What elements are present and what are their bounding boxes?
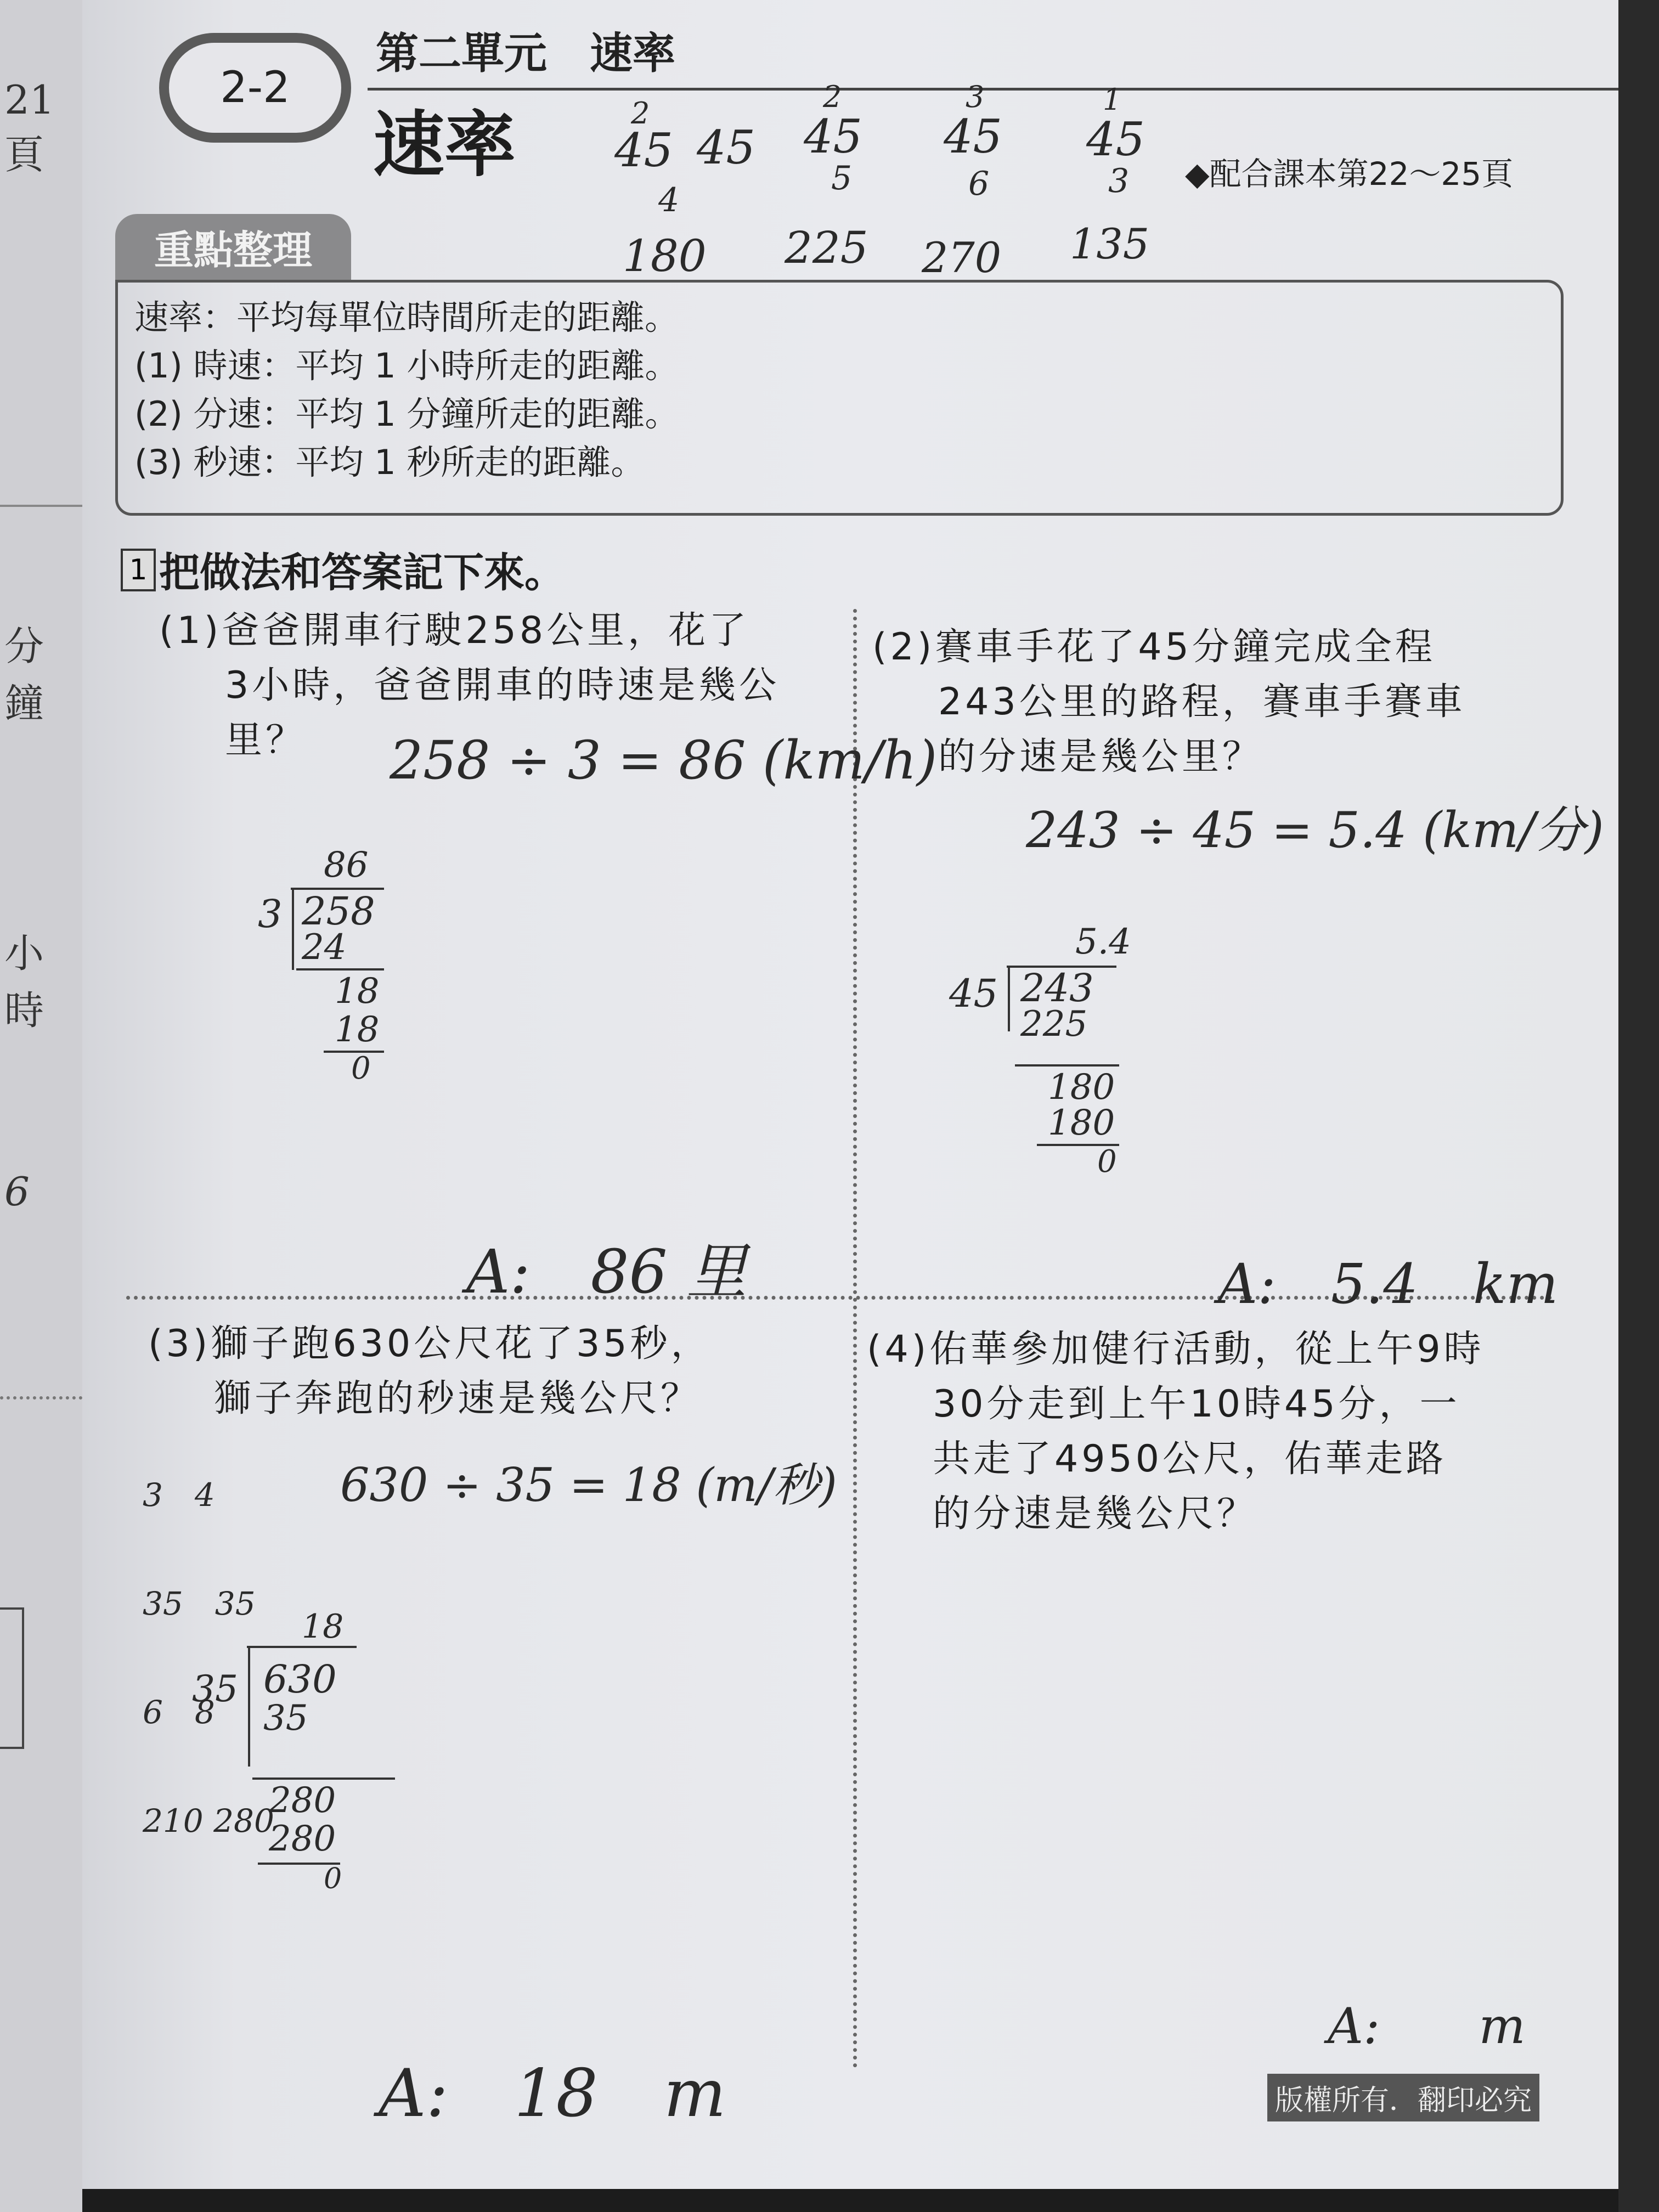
exercise-title: 把做法和答案記下來。 — [159, 549, 565, 596]
division-line — [1015, 1064, 1119, 1066]
division-bracket — [292, 888, 294, 970]
question-line: (2)賽車手花了45分鐘完成全程 — [872, 625, 1436, 669]
handwritten-number: 5 — [831, 159, 853, 198]
handwritten-carry: 1 — [1103, 82, 1122, 117]
division-remainder: 0 — [351, 1051, 371, 1086]
division-divisor: 35 — [192, 1668, 238, 1710]
handwritten-carry: 2 — [631, 96, 650, 131]
handwritten-answer: A: m — [1328, 1997, 1526, 2055]
header-rule — [368, 88, 1618, 91]
key-points-tab: 重點整理 — [115, 214, 351, 280]
exercise-number: 1 — [121, 549, 156, 591]
scratch-line: 210 280 — [143, 1802, 274, 1839]
handwritten-product: 135 — [1070, 219, 1150, 268]
division-quotient: 18 — [302, 1607, 344, 1646]
handwritten-number: 3 — [1108, 162, 1130, 200]
question-line: (1)爸爸開車行駛258公里，花了 — [159, 609, 750, 652]
key-point-line: (3) 秒速：平均 1 秒所走的距離。 — [134, 442, 645, 482]
handwritten-equation: 630 ÷ 35 = 18 (m/秒) — [340, 1458, 837, 1512]
left-page-edge — [0, 0, 82, 2212]
division-bar — [247, 1646, 357, 1648]
handwritten-answer: A: 18 m — [379, 2056, 726, 2132]
handwritten-number: 45 — [804, 110, 862, 163]
handwritten-number: 45 — [697, 121, 755, 174]
left-page-dotted-line — [0, 1396, 82, 1400]
left-page-fragment: 小時 — [4, 930, 44, 1034]
scratch-line: 35 35 — [143, 1585, 256, 1622]
division-divisor: 3 — [258, 891, 283, 936]
division-step: 180 — [1048, 1103, 1115, 1143]
background-edge — [1618, 0, 1659, 2212]
question-line: 里？ — [225, 719, 307, 762]
division-remainder: 0 — [1097, 1144, 1117, 1180]
division-step: 18 — [335, 971, 380, 1012]
question-4 — [867, 1322, 1485, 1542]
handwritten-number: 45 — [1086, 112, 1145, 166]
unit-badge: 2-2 — [159, 33, 351, 143]
key-points-box — [115, 280, 1564, 516]
key-point-line: (1) 時速：平均 1 小時所走的距離。 — [134, 346, 679, 386]
handwritten-product: 225 — [785, 222, 868, 273]
handwritten-product: 270 — [922, 233, 1002, 282]
division-step: 280 — [269, 1819, 336, 1859]
question-line: 243公里的路程，賽車手賽車 — [938, 680, 1466, 724]
workbook-page — [82, 0, 1618, 2189]
question-line: 的分速是幾公里？ — [938, 735, 1263, 778]
question-2 — [872, 620, 1466, 785]
left-page-fragment: 分鐘 — [4, 623, 44, 726]
division-dividend: 258 — [302, 889, 375, 934]
handwritten-scratch — [143, 1404, 274, 1911]
question-line: (4)佑華參加健行活動，從上午9時 — [867, 1328, 1485, 1371]
question-line: (3)獅子跑630公尺花了35秒， — [148, 1322, 712, 1365]
textbook-reference: ◆配合課本第22～25頁 — [1185, 155, 1514, 193]
division-dividend: 630 — [263, 1657, 337, 1702]
vertical-divider — [853, 609, 857, 2068]
division-quotient: 5.4 — [1075, 922, 1131, 962]
handwritten-number: 45 — [944, 110, 1002, 163]
division-step: 18 — [335, 1009, 380, 1050]
question-line: 30分走到上午10時45分，一 — [933, 1383, 1460, 1426]
key-point-line: 速率：平均每單位時間所走的距離。 — [134, 297, 679, 337]
handwritten-carry: 2 — [823, 80, 842, 114]
division-step: 280 — [269, 1780, 336, 1821]
handwritten-number: 4 — [658, 181, 680, 219]
left-page-fragment: 6 — [4, 1169, 30, 1215]
division-line — [252, 1778, 395, 1780]
division-step: 24 — [302, 927, 347, 968]
division-remainder: 0 — [324, 1863, 342, 1895]
division-dividend: 243 — [1020, 966, 1094, 1011]
question-line: 共走了4950公尺，佑華走路 — [933, 1437, 1447, 1481]
question-line: 的分速是幾公尺？ — [933, 1492, 1258, 1536]
handwritten-carry: 3 — [966, 80, 985, 114]
copyright-notice: 版權所有．翻印必究 — [1267, 2074, 1539, 2121]
question-line: 獅子奔跑的秒速是幾公尺？ — [214, 1377, 702, 1420]
handwritten-number: 6 — [968, 165, 990, 203]
division-line — [296, 968, 384, 970]
left-page-box — [0, 1607, 24, 1749]
question-line: 3小時，爸爸開車的時速是幾公 — [225, 664, 780, 707]
key-point-line: (2) 分速：平均 1 分鐘所走的距離。 — [134, 394, 679, 434]
left-page-divider — [0, 505, 82, 507]
division-step: 35 — [263, 1698, 308, 1739]
division-bracket — [1008, 966, 1010, 1031]
division-quotient: 86 — [324, 845, 369, 885]
section-title: 速率 — [373, 103, 516, 187]
division-bracket — [248, 1646, 250, 1767]
handwritten-answer: A: 5.4 km — [1218, 1252, 1559, 1316]
handwritten-equation: 258 ÷ 3 = 86 (km/h) — [390, 730, 938, 791]
division-divisor: 45 — [949, 971, 998, 1016]
division-step: 180 — [1048, 1067, 1115, 1108]
scratch-line: 6 8 — [143, 1694, 215, 1731]
handwritten-equation: 243 ÷ 45 = 5.4 (km/分) — [1026, 802, 1604, 859]
handwritten-number: 45 — [614, 123, 673, 177]
left-page-fragment: 21頁 — [4, 77, 55, 178]
handwritten-product: 180 — [623, 230, 707, 281]
division-step: 225 — [1020, 1004, 1088, 1045]
scratch-line: 3 4 — [143, 1476, 215, 1514]
unit-name: 第二單元 速率 — [376, 29, 676, 78]
handwritten-answer: A: 86 里 — [466, 1237, 747, 1307]
